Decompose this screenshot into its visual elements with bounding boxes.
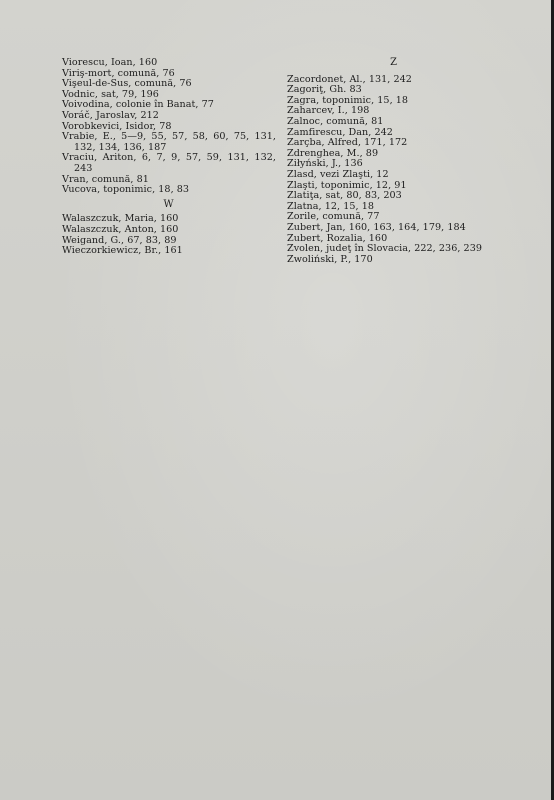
letter-heading-z: Z — [390, 57, 398, 68]
index-entry: Vodnic, sat, 79, 196 — [62, 88, 159, 100]
index-entry: Viorescu, Ioan, 160 — [62, 57, 158, 68]
index-entry: Wieczorkiewicz, Br., 161 — [62, 245, 183, 257]
index-section-z — [287, 75, 501, 266]
index-entry: Zarçba, Alfred, 171, 172 — [287, 137, 408, 149]
index-entry: Zlaşti, toponimic, 12, 91 — [287, 179, 407, 191]
index-entry: Ziłyński, J., 136 — [287, 158, 363, 170]
index-entry: Zlatiţa, sat, 80, 83, 203 — [287, 190, 402, 202]
index-entry: Zamfirescu, Dan, 242 — [287, 126, 393, 138]
index-entry: Voráč, Jaroslav, 212 — [62, 109, 159, 121]
index-entry: Zorile, comună, 77 — [287, 211, 380, 223]
index-entry: Zalnoc, comună, 81 — [287, 115, 384, 127]
index-entry: Vucova, toponimic, 18, 83 — [62, 184, 190, 196]
index-entry: Zdrenghea, M., 89 — [287, 147, 379, 159]
index-entry: Vişeul-de-Sus, comună, 76 — [62, 78, 192, 90]
index-entry: Vran, comună, 81 — [62, 173, 149, 185]
index-entry: Zubert, Rozalia, 160 — [287, 232, 388, 244]
index-entry: Zaharcev, I., 198 — [287, 105, 370, 117]
index-entry: Viriş-mort, comună, 76 — [62, 67, 175, 79]
index-entry: Vrabie, E., 5—9, 55, 57, 58, 60, 75, 131, 132, 134, 136, 187 — [62, 131, 276, 153]
index-entry: Zubert, Jan, 160, 163, 164, 179, 184 — [287, 221, 466, 233]
index-entry: Zacordonet, Al., 131, 242 — [287, 73, 412, 85]
index-section-w — [62, 214, 276, 256]
index-entry: Voivodina, colonie în Banat, 77 — [62, 99, 214, 111]
index-entry: Zwoliński, P., 170 — [287, 253, 373, 265]
index-entry: Zvolen, judeţ în Slovacia, 222, 236, 239 — [287, 243, 483, 255]
index-section-v — [62, 58, 276, 196]
index-entry: Weigand, G., 67, 83, 89 — [62, 234, 177, 246]
index-entry: Vorobkevici, Isidor, 78 — [62, 120, 172, 132]
index-entry: Zlasd, vezi Zlaşti, 12 — [287, 168, 389, 180]
index-column-left — [62, 58, 276, 257]
index-entry: Vraciu, Ariton, 6, 7, 9, 57, 59, 131, 132, 243 — [62, 152, 276, 174]
index-entry: Zagra, toponimic, 15, 18 — [287, 94, 409, 106]
letter-heading-w: W — [163, 198, 175, 210]
index-column-right — [287, 58, 501, 265]
index-entry: Walaszczuk, Anton, 160 — [62, 223, 179, 235]
index-entry: Walaszczuk, Maria, 160 — [62, 213, 179, 225]
index-entry: Zlatna, 12, 15, 18 — [287, 200, 375, 212]
index-entry: Zagoriţ, Gh. 83 — [287, 84, 362, 96]
